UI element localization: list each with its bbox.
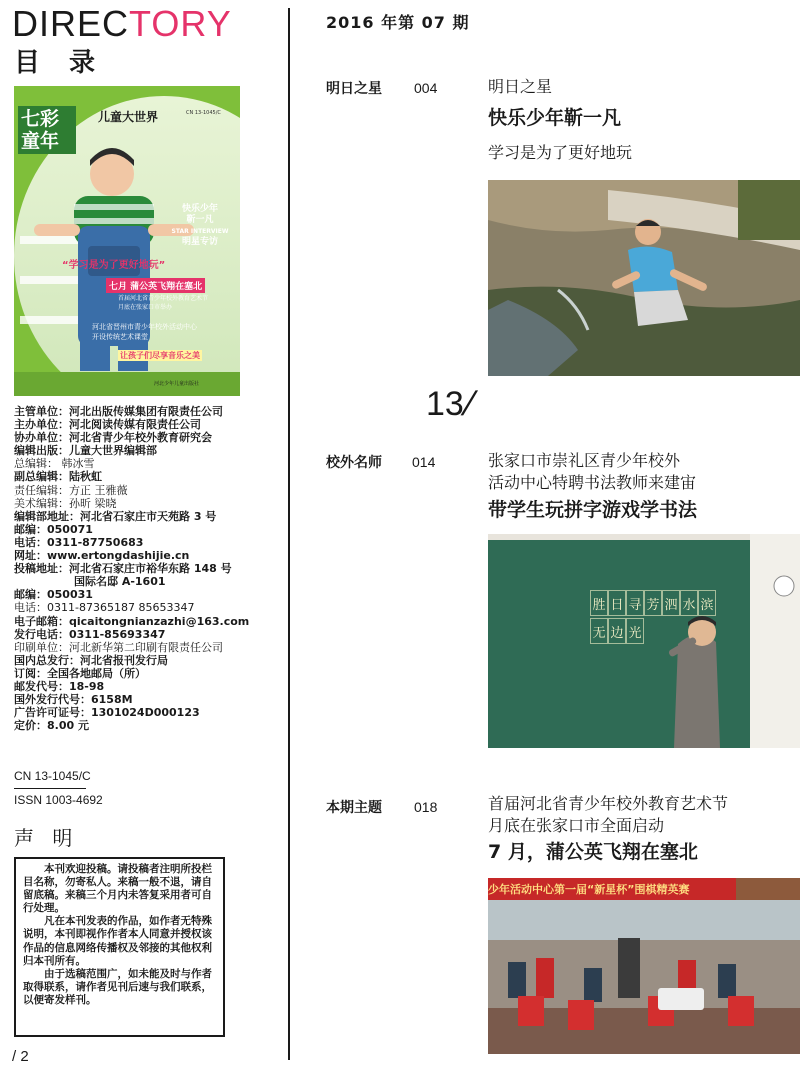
cover-feature-c: STAR INTERVIEW [171,228,229,235]
chalkboard-char: 水 [680,590,698,616]
masthead-row: 编辑出版：儿童大世界编辑部 [14,444,157,458]
issn-number: ISSN 1003-4692 [14,793,103,807]
section-kicker-theme-1: 首届河北省青少年校外教育艺术节 [488,794,729,813]
section-label-theme[interactable]: 本期主题 [326,800,382,816]
cover-issn: CN 13-1045/C [186,110,221,116]
section-label-star[interactable]: 明日之星 [326,81,382,97]
masthead-row: 印刷单位：河北新华第二印刷有限责任公司 [14,640,223,654]
masthead-row: 广告许可证号：1301024D000123 [14,706,200,720]
cover-title-line2: 童年 [21,130,60,152]
section-page-018[interactable]: 018 [414,799,438,815]
chalkboard-grid [590,590,716,646]
cover-title-line1: 七彩 [21,108,60,130]
chalkboard-char: 无 [590,618,608,644]
directory-title-cn: 目 录 [14,48,106,78]
chalkboard-char: 芳 [644,590,662,616]
cover-line4: 月底在张家口市举办 [118,304,173,311]
declaration-paragraph-2: 凡在本刊发表的作品，如作者无特殊说明，本刊即视作作者本人同意并授权该作品的信息网络传播权及邻接的其他权利归本刊所有。 [23,915,212,967]
masthead-row: 电话：0311-87750683 [14,535,144,549]
section-kicker-teacher-1: 张家口市崇礼区青少年校外 [488,451,681,470]
photo-boy-stream-image [488,180,800,376]
declaration-title: 声 明 [14,826,79,850]
masthead-row: 订阅：全国各地邮局（所） [14,666,146,680]
cn-number: CN 13-1045/C [14,769,91,783]
cover-headline2: 七月 蒲公英飞翔在塞北 [106,278,205,293]
masthead-row: 主管单位：河北出版传媒集团有限责任公司 [14,405,223,418]
cover-quote: “学习是为了更好地玩” [62,260,166,271]
masthead-row: 美术编辑：孙昕 梁晓 [14,496,117,510]
masthead-row: 投稿地址：河北省石家庄市裕华东路 148 号 [14,562,232,576]
masthead [14,405,254,732]
page-number: / 2 [12,1048,29,1065]
masthead-row: 电子邮箱：qicaitongnianzazhi@163.com [14,614,250,628]
cover-brand: 儿童大世界 [98,110,159,124]
masthead-row: 总编辑： 韩冰雪 [14,457,95,471]
masthead-row: 编辑部地址：河北省石家庄市天苑路 3 号 [14,509,217,523]
directory-title-dark: DIREC [12,3,130,44]
masthead-row: 责任编辑：方正 王雅薇 [14,483,128,497]
column-divider [288,8,290,1060]
declaration-paragraph-3: 由于选稿范围广，如未能及时与作者取得联系，请作者见刊后速与我们联系，以便寄发样刊。 [23,967,212,1006]
chalkboard-char: 泗 [662,590,680,616]
section-page-014[interactable]: 014 [412,454,436,470]
chalkboard-char: 胜 [590,590,608,616]
article-headline-teacher[interactable]: 带学生玩拼字游戏学书法 [488,499,698,521]
photo-boy-stream [488,180,800,376]
section-page-004[interactable]: 004 [414,80,438,96]
big-page-number [426,385,480,424]
masthead-row: 定价：8.00 元 [14,719,89,733]
directory-title-pink: TORY [129,3,232,44]
cover-feature-b: 靳一凡 [186,215,214,225]
issue-label: 2016 年第 07 期 [326,13,470,32]
cover-line6: 开设传统艺术课堂 [92,333,148,341]
section-kicker-star: 明日之星 [488,77,553,96]
masthead-row: 副总编辑：陆秋虹 [14,470,102,484]
cn-underline [14,788,86,789]
cover-publisher: 河北少年儿童出版社 [154,381,200,387]
big-page-number-slash: / [457,385,480,423]
masthead-row: 国际名邸 A-1601 [74,575,166,589]
chalkboard-char: 边 [608,618,626,644]
photo-calligraphy-class [488,534,800,748]
masthead-row: 国外发行代号：6158M [14,693,133,707]
declaration-box [14,857,225,1037]
article-headline-star[interactable]: 快乐少年靳一凡 [488,107,622,129]
chalkboard-char: 光 [626,618,644,644]
masthead-row: 主办单位：河北阅读传媒有限责任公司 [14,418,201,432]
masthead-row: 发行电话：0311-85693347 [14,627,166,641]
section-label-teacher[interactable]: 校外名师 [326,455,382,471]
article-subtitle-star: 学习是为了更好地玩 [488,143,633,162]
declaration-paragraph-1: 本刊欢迎投稿。请投稿者注明所投栏目名称，勿寄私人。来稿一般不退，请自留底稿。来稿三个月内未答复采用者可自行处理。 [23,863,212,915]
big-page-number-digits: 13 [426,385,464,423]
cover-lines-b [92,322,197,342]
cover-line5: 河北省晋州市青少年校外活动中心 [92,323,197,331]
photo-go-tournament-image [488,878,800,1054]
section-kicker-theme-2: 月底在张家口市全面启动 [488,816,665,835]
masthead-row: 邮编：050031 [14,588,93,602]
masthead-row: 邮编：050071 [14,522,93,536]
photo-go-tournament [488,878,800,1054]
cover-lines-a [118,294,208,312]
cover-feature-d: 明星专访 [181,237,218,247]
directory-title [12,4,232,44]
masthead-row: 电话：0311-87365187 85653347 [14,601,195,615]
cover-feature [166,204,234,248]
chalkboard-char: 日 [608,590,626,616]
tournament-banner: 少年活动中心第一届“新星杯”围棋精英赛 [488,883,690,896]
masthead-row: 邮发代号：18-98 [14,679,105,693]
article-headline-theme[interactable]: 7 月，蒲公英飞翔在塞北 [488,841,698,863]
chalkboard-char: 寻 [626,590,644,616]
cover-title [18,106,76,154]
cover-feature-a: 快乐少年 [181,204,218,214]
cover-line3: 首届河北省青少年校外教育艺术节 [118,295,209,302]
chalkboard-char: 滨 [698,590,716,616]
masthead-row: 网址：www.ertongdashijie.cn [14,549,190,563]
magazine-cover[interactable] [14,86,240,396]
section-kicker-teacher-2: 活动中心特聘书法教师来建宙 [488,473,697,492]
cover-bottom-banner: 让孩子们尽享音乐之美 [120,351,200,360]
masthead-row: 协办单位：河北省青少年校外教育研究会 [14,431,212,445]
masthead-row: 国内总发行：河北省报刊发行局 [14,653,168,667]
